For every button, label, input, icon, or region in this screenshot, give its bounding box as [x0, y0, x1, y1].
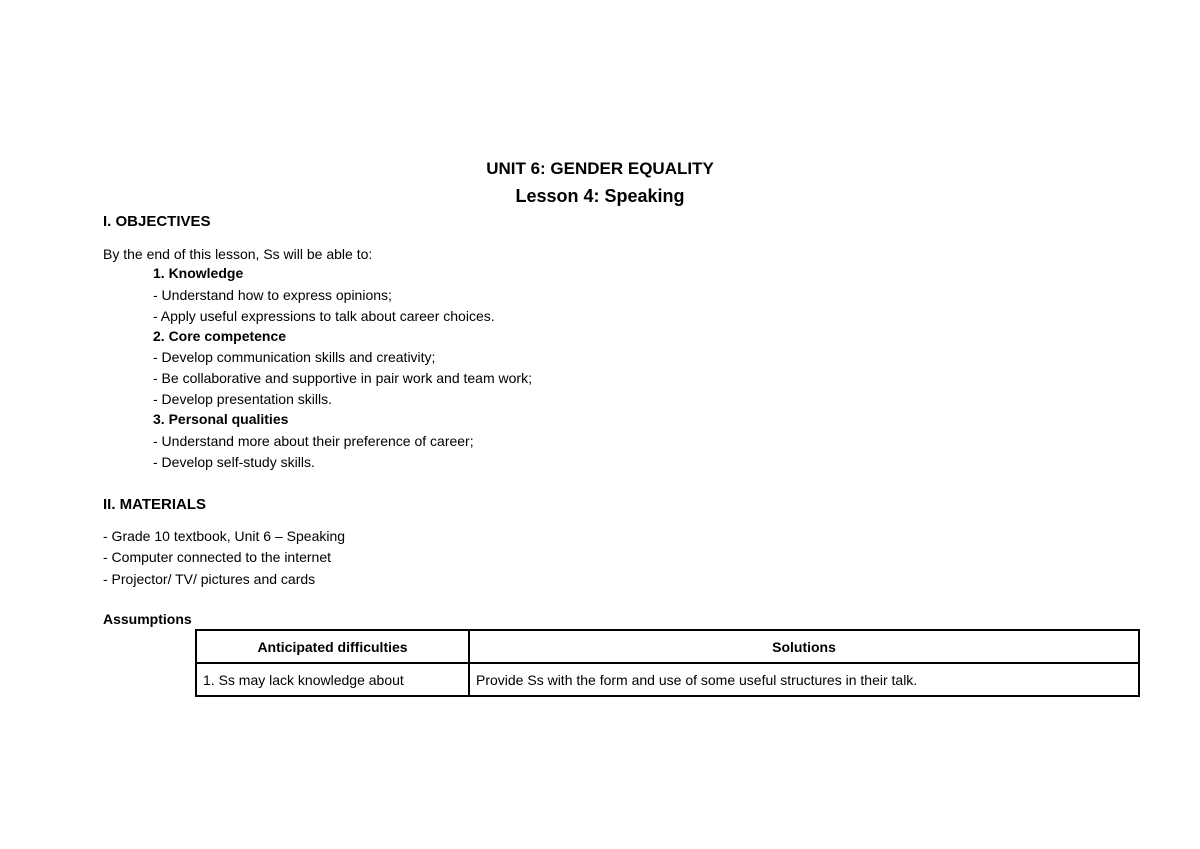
- knowledge-item: - Understand how to express opinions;: [153, 287, 392, 303]
- personal-qualities-item: - Understand more about their preference of career;: [153, 433, 474, 449]
- personal-qualities-heading: 3. Personal qualities: [153, 411, 289, 427]
- core-competence-item: - Develop communication skills and creativity;: [153, 349, 436, 365]
- table-row: [196, 663, 1139, 696]
- table-header-row: [196, 630, 1139, 663]
- materials-item: - Projector/ TV/ pictures and cards: [103, 571, 316, 587]
- core-competence-item: - Be collaborative and supportive in pair work and team work;: [153, 370, 532, 386]
- personal-qualities-item: - Develop self-study skills.: [153, 454, 315, 470]
- materials-heading: II. MATERIALS: [103, 496, 207, 513]
- column-header-solutions: Solutions: [469, 630, 1139, 663]
- core-competence-item: - Develop presentation skills.: [153, 391, 332, 407]
- assumptions-table: [195, 629, 1140, 697]
- core-competence-heading: 2. Core competence: [153, 328, 287, 344]
- objectives-intro: By the end of this lesson, Ss will be able to:: [103, 246, 373, 262]
- materials-item: - Computer connected to the internet: [103, 549, 332, 565]
- objectives-heading: I. OBJECTIVES: [103, 213, 211, 230]
- assumptions-heading: Assumptions: [103, 611, 192, 627]
- table-cell-solution: Provide Ss with the form and use of some useful structures in their talk.: [469, 663, 1139, 696]
- knowledge-item: - Apply useful expressions to talk about career choices.: [153, 308, 495, 324]
- materials-item: - Grade 10 textbook, Unit 6 – Speaking: [103, 528, 346, 544]
- lesson-title: Lesson 4: Speaking: [515, 186, 685, 206]
- unit-title: UNIT 6: GENDER EQUALITY: [486, 159, 714, 178]
- knowledge-heading: 1. Knowledge: [153, 265, 244, 281]
- column-header-difficulties: Anticipated difficulties: [196, 630, 469, 663]
- table-cell-difficulty: 1. Ss may lack knowledge about: [196, 663, 469, 696]
